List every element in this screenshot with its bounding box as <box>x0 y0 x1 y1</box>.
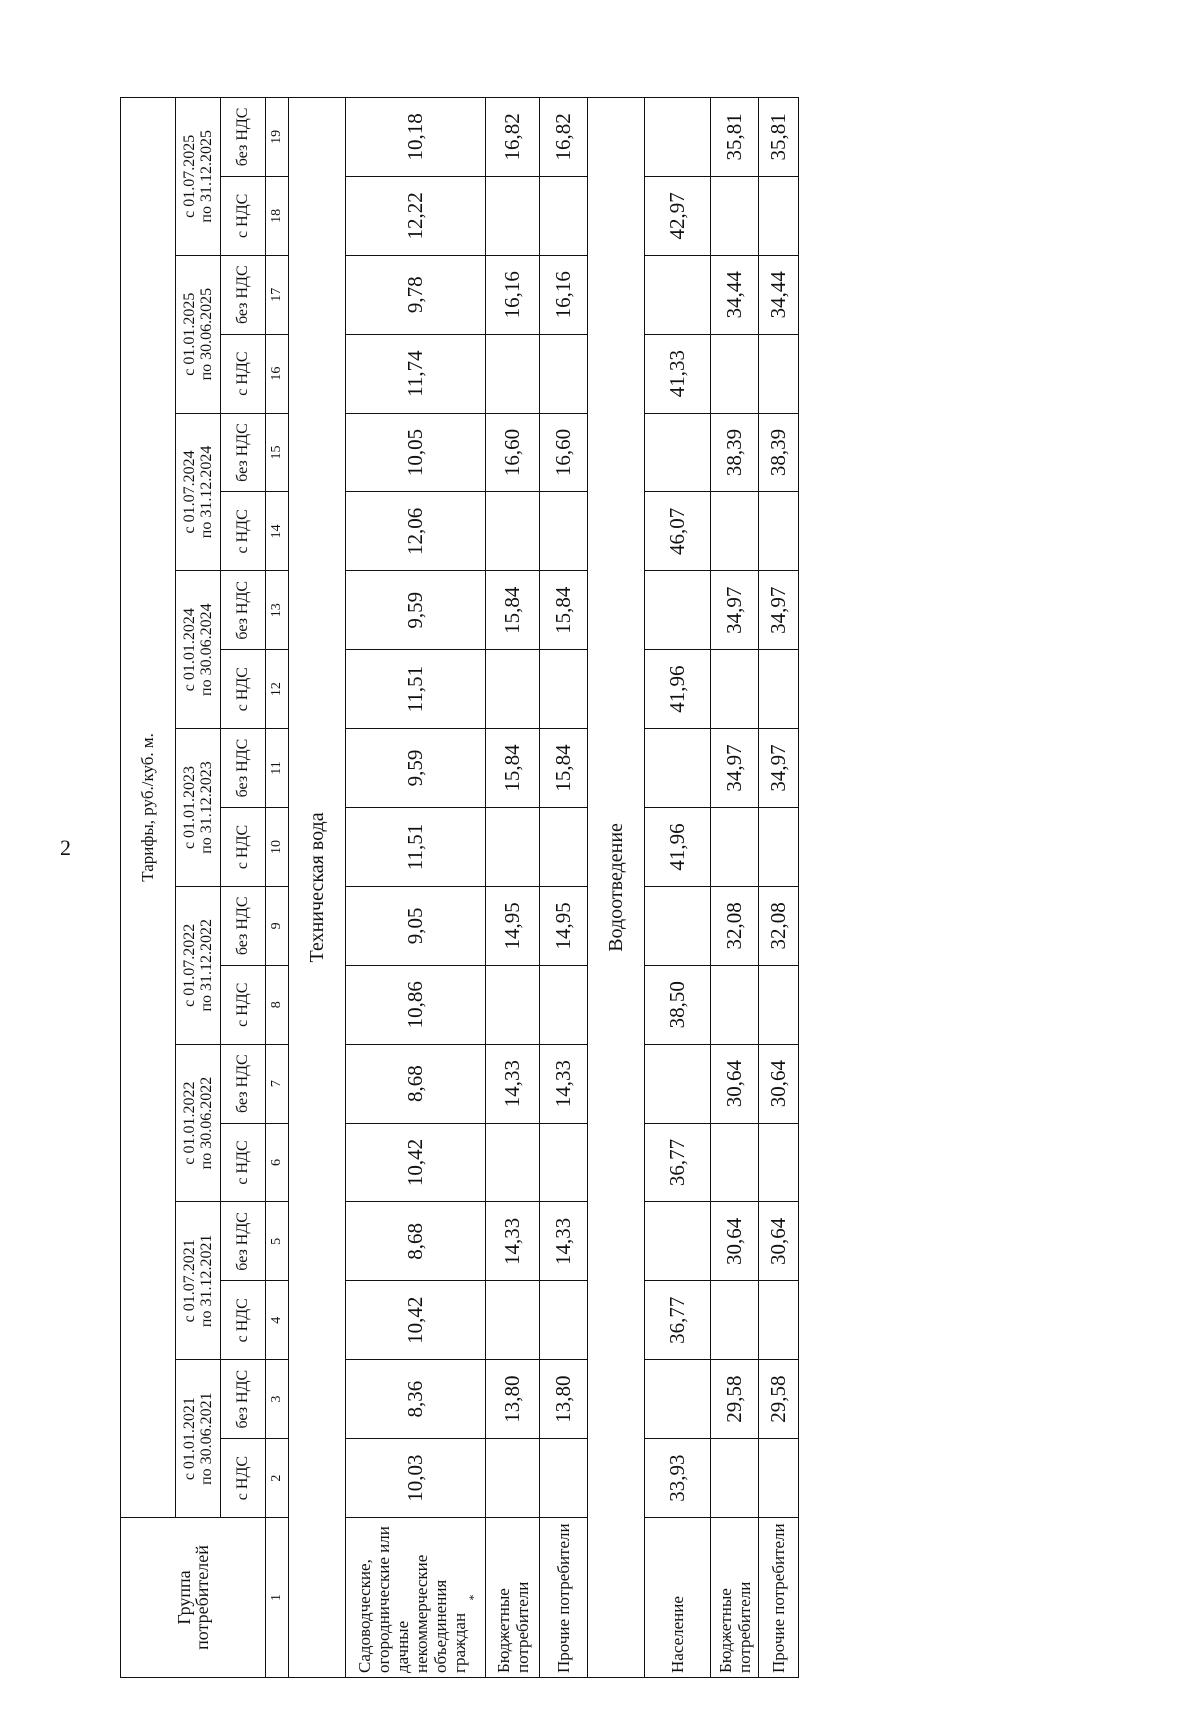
tariff-value-cell: 34,44 <box>759 255 799 334</box>
consumer-group-cell <box>540 1518 588 1678</box>
tariff-value-cell <box>540 1281 588 1360</box>
period-start: с 01.01.2025 <box>181 292 198 376</box>
tariff-value-cell <box>645 413 711 492</box>
tariff-value-cell: 15,84 <box>540 729 588 808</box>
consumer-group-cell <box>711 1518 759 1678</box>
table-row <box>486 97 540 1677</box>
vat-excluded-header: без НДС <box>221 571 266 650</box>
tariff-value-cell: 9,59 <box>346 729 486 808</box>
tariff-value-cell: 13,80 <box>540 1360 588 1439</box>
tariff-value-cell <box>711 176 759 255</box>
tariff-value-cell <box>759 650 799 729</box>
period-header <box>176 886 221 1044</box>
period-start: с 01.01.2023 <box>181 765 198 850</box>
column-number: 4 <box>266 1281 289 1360</box>
tariff-value-cell: 29,58 <box>711 1360 759 1439</box>
consumer-group-label: Население <box>668 1596 687 1673</box>
tariff-value-cell: 38,39 <box>759 413 799 492</box>
header-row-periods <box>176 97 221 1677</box>
tariff-value-cell <box>486 1123 540 1202</box>
tariff-value-cell: 14,33 <box>486 1202 540 1281</box>
consumer-group-cell <box>346 1518 486 1678</box>
tariff-value-cell <box>711 334 759 413</box>
tariff-value-cell <box>540 176 588 255</box>
period-header <box>176 729 221 887</box>
table-body <box>289 97 799 1677</box>
tariff-value-cell: 34,97 <box>759 571 799 650</box>
consumer-group-label: Бюджетные потребители <box>493 1581 532 1673</box>
tariff-value-cell <box>759 965 799 1044</box>
table-row <box>540 97 588 1677</box>
tariff-value-cell: 11,74 <box>346 334 486 413</box>
table-row <box>346 97 486 1677</box>
tariff-value-cell: 34,97 <box>711 729 759 808</box>
tariff-value-cell: 12,06 <box>346 492 486 571</box>
tariff-value-cell: 14,33 <box>540 1044 588 1123</box>
column-number: 5 <box>266 1202 289 1281</box>
column-number: 8 <box>266 965 289 1044</box>
tariff-value-cell: 32,08 <box>711 886 759 965</box>
tariff-value-cell <box>645 571 711 650</box>
vat-included-header: с НДС <box>221 1281 266 1360</box>
vat-excluded-header: без НДС <box>221 255 266 334</box>
tariff-value-cell: 16,82 <box>540 97 588 176</box>
tariff-value-cell <box>645 886 711 965</box>
vat-included-header: с НДС <box>221 176 266 255</box>
tariff-value-cell <box>711 965 759 1044</box>
tariff-value-cell: 36,77 <box>645 1123 711 1202</box>
tariff-value-cell: 9,05 <box>346 886 486 965</box>
tariff-value-cell: 16,60 <box>540 413 588 492</box>
section-row <box>289 97 346 1677</box>
page-number: 2 <box>60 835 71 860</box>
tariff-value-cell <box>486 1281 540 1360</box>
column-number: 12 <box>266 650 289 729</box>
period-end: по 31.12.2025 <box>198 130 215 223</box>
period-header <box>176 1202 221 1360</box>
column-number: 1 <box>266 1518 289 1678</box>
vat-included-header: с НДС <box>221 492 266 571</box>
tariff-value-cell: 41,96 <box>645 807 711 886</box>
tariff-value-cell: 8,36 <box>346 1360 486 1439</box>
tariff-value-cell <box>645 729 711 808</box>
header-row-vat <box>221 97 266 1677</box>
tariff-value-cell: 14,33 <box>486 1044 540 1123</box>
consumer-group-label: Садоводческие, огороднические или дачные некоммерческие объединения граждан <box>354 1526 469 1673</box>
tariff-table <box>120 97 799 1678</box>
tariff-value-cell: 14,95 <box>486 886 540 965</box>
tariff-value-cell: 16,16 <box>486 255 540 334</box>
vat-excluded-header: без НДС <box>221 1044 266 1123</box>
tariff-value-cell: 35,81 <box>711 97 759 176</box>
header-row-numbers <box>266 97 289 1677</box>
tariff-value-cell: 34,44 <box>711 255 759 334</box>
vat-included-header: с НДС <box>221 334 266 413</box>
tariff-value-cell: 10,42 <box>346 1123 486 1202</box>
table-row <box>711 97 759 1677</box>
consumer-group-cell <box>759 1518 799 1678</box>
tariff-value-cell <box>711 1439 759 1518</box>
tariff-value-cell <box>486 965 540 1044</box>
vat-included-header: с НДС <box>221 1123 266 1202</box>
period-header <box>176 97 221 255</box>
tariff-value-cell: 13,80 <box>486 1360 540 1439</box>
vat-included-header: с НДС <box>221 965 266 1044</box>
tariff-value-cell <box>486 650 540 729</box>
tariff-value-cell <box>645 1360 711 1439</box>
tariff-value-cell: 30,64 <box>711 1202 759 1281</box>
period-header <box>176 413 221 571</box>
tariff-value-cell: 34,97 <box>711 571 759 650</box>
tariff-value-cell: 8,68 <box>346 1044 486 1123</box>
period-end: по 31.12.2023 <box>198 761 215 854</box>
tariff-value-cell <box>645 97 711 176</box>
period-header <box>176 571 221 729</box>
tariff-value-cell: 41,96 <box>645 650 711 729</box>
table-row <box>645 97 711 1677</box>
rotated-table-container <box>120 98 834 1678</box>
tariff-value-cell <box>540 807 588 886</box>
tariff-value-cell: 15,84 <box>540 571 588 650</box>
period-start: с 01.01.2022 <box>181 1081 198 1165</box>
period-start: с 01.07.2021 <box>181 1239 198 1323</box>
tariff-value-cell <box>711 1281 759 1360</box>
tariff-value-cell <box>759 334 799 413</box>
tariff-value-cell <box>540 492 588 571</box>
tariff-value-cell <box>759 492 799 571</box>
period-end: по 31.12.2022 <box>198 918 215 1012</box>
section-title: Техническая вода <box>289 97 346 1677</box>
tariff-value-cell: 32,08 <box>759 886 799 965</box>
tariff-value-cell: 46,07 <box>645 492 711 571</box>
consumer-group-label: Прочие потребители <box>554 1523 573 1673</box>
tariff-value-cell <box>711 650 759 729</box>
vat-included-header: с НДС <box>221 650 266 729</box>
vat-excluded-header: без НДС <box>221 886 266 965</box>
column-number: 17 <box>266 255 289 334</box>
tariff-value-cell: 36,77 <box>645 1281 711 1360</box>
vat-excluded-header: без НДС <box>221 1360 266 1439</box>
period-start: с 01.07.2024 <box>181 450 198 534</box>
tariff-value-cell: 34,97 <box>759 729 799 808</box>
tariff-value-cell: 8,68 <box>346 1202 486 1281</box>
section-row <box>588 97 645 1677</box>
tariffs-header: Тарифы, руб./куб. м. <box>121 97 176 1517</box>
table-row <box>759 97 799 1677</box>
column-number: 18 <box>266 176 289 255</box>
consumer-group-label: Бюджетные потребители <box>715 1581 754 1673</box>
vat-excluded-header: без НДС <box>221 413 266 492</box>
tariff-value-cell: 38,50 <box>645 965 711 1044</box>
tariff-value-cell: 30,64 <box>759 1202 799 1281</box>
tariff-value-cell <box>540 1439 588 1518</box>
tariff-value-cell <box>540 965 588 1044</box>
period-start: с 01.01.2024 <box>181 608 198 692</box>
tariff-value-cell: 29,58 <box>759 1360 799 1439</box>
vat-excluded-header: без НДС <box>221 1202 266 1281</box>
period-end: по 31.12.2024 <box>198 445 215 539</box>
column-number: 13 <box>266 571 289 650</box>
column-number: 16 <box>266 334 289 413</box>
column-number: 19 <box>266 97 289 176</box>
tariff-value-cell: 41,33 <box>645 334 711 413</box>
tariff-value-cell: 33,93 <box>645 1439 711 1518</box>
tariff-value-cell <box>711 1123 759 1202</box>
tariff-value-cell <box>486 492 540 571</box>
tariff-value-cell: 30,64 <box>711 1044 759 1123</box>
column-number: 11 <box>266 729 289 808</box>
tariff-value-cell <box>486 176 540 255</box>
vat-excluded-header: без НДС <box>221 729 266 808</box>
tariff-value-cell: 9,59 <box>346 571 486 650</box>
tariff-value-cell <box>711 807 759 886</box>
consumer-group-cell <box>645 1518 711 1678</box>
tariff-value-cell: 9,78 <box>346 255 486 334</box>
column-number: 7 <box>266 1044 289 1123</box>
vat-excluded-header: без НДС <box>221 97 266 176</box>
tariff-value-cell <box>540 1123 588 1202</box>
tariff-value-cell <box>540 650 588 729</box>
column-number: 9 <box>266 886 289 965</box>
tariff-value-cell: 38,39 <box>711 413 759 492</box>
column-number: 3 <box>266 1360 289 1439</box>
tariff-value-cell <box>486 807 540 886</box>
period-start: с 01.07.2025 <box>181 134 198 218</box>
period-header <box>176 1044 221 1202</box>
tariff-value-cell: 10,18 <box>346 97 486 176</box>
tariff-value-cell <box>711 492 759 571</box>
period-header <box>176 255 221 413</box>
period-end: по 30.06.2025 <box>198 287 215 381</box>
column-number: 14 <box>266 492 289 571</box>
tariff-value-cell <box>759 1439 799 1518</box>
column-number: 6 <box>266 1123 289 1202</box>
period-end: по 30.06.2024 <box>198 603 215 696</box>
tariff-value-cell: 10,86 <box>346 965 486 1044</box>
tariff-value-cell <box>759 176 799 255</box>
tariff-value-cell <box>486 334 540 413</box>
period-end: по 30.06.2022 <box>198 1076 215 1170</box>
period-header <box>176 1360 221 1518</box>
header-row-top <box>121 97 176 1677</box>
consumer-group-label: Прочие потребители <box>769 1523 788 1673</box>
tariff-value-cell: 35,81 <box>759 97 799 176</box>
period-start: с 01.01.2021 <box>181 1397 198 1481</box>
vat-included-header: с НДС <box>221 807 266 886</box>
column-number: 2 <box>266 1439 289 1518</box>
tariff-value-cell: 42,97 <box>645 176 711 255</box>
tariff-value-cell: 14,95 <box>540 886 588 965</box>
tariff-value-cell: 15,84 <box>486 571 540 650</box>
tariff-value-cell <box>759 1123 799 1202</box>
tariff-value-cell: 15,84 <box>486 729 540 808</box>
tariff-value-cell <box>759 807 799 886</box>
tariff-value-cell: 16,82 <box>486 97 540 176</box>
tariff-value-cell: 11,51 <box>346 650 486 729</box>
group-header: Группа потребителей <box>121 1518 266 1678</box>
tariff-value-cell: 10,05 <box>346 413 486 492</box>
tariff-value-cell <box>645 1202 711 1281</box>
tariff-value-cell: 16,16 <box>540 255 588 334</box>
period-end: по 30.06.2021 <box>198 1392 215 1485</box>
period-start: с 01.07.2022 <box>181 923 198 1007</box>
column-number: 15 <box>266 413 289 492</box>
period-end: по 31.12.2021 <box>198 1234 215 1328</box>
tariff-value-cell: 16,60 <box>486 413 540 492</box>
tariff-value-cell: 10,42 <box>346 1281 486 1360</box>
vat-included-header: с НДС <box>221 1439 266 1518</box>
tariff-value-cell <box>540 334 588 413</box>
tariff-value-cell <box>645 255 711 334</box>
tariff-value-cell <box>759 1281 799 1360</box>
tariff-value-cell: 11,51 <box>346 807 486 886</box>
column-number: 10 <box>266 807 289 886</box>
tariff-value-cell: 14,33 <box>540 1202 588 1281</box>
tariff-value-cell: 10,03 <box>346 1439 486 1518</box>
footnote-mark: * <box>465 1594 480 1601</box>
tariff-value-cell <box>486 1439 540 1518</box>
consumer-group-cell <box>486 1518 540 1678</box>
section-title: Водоотведение <box>588 97 645 1677</box>
tariff-value-cell: 12,22 <box>346 176 486 255</box>
tariff-value-cell <box>645 1044 711 1123</box>
tariff-value-cell: 30,64 <box>759 1044 799 1123</box>
